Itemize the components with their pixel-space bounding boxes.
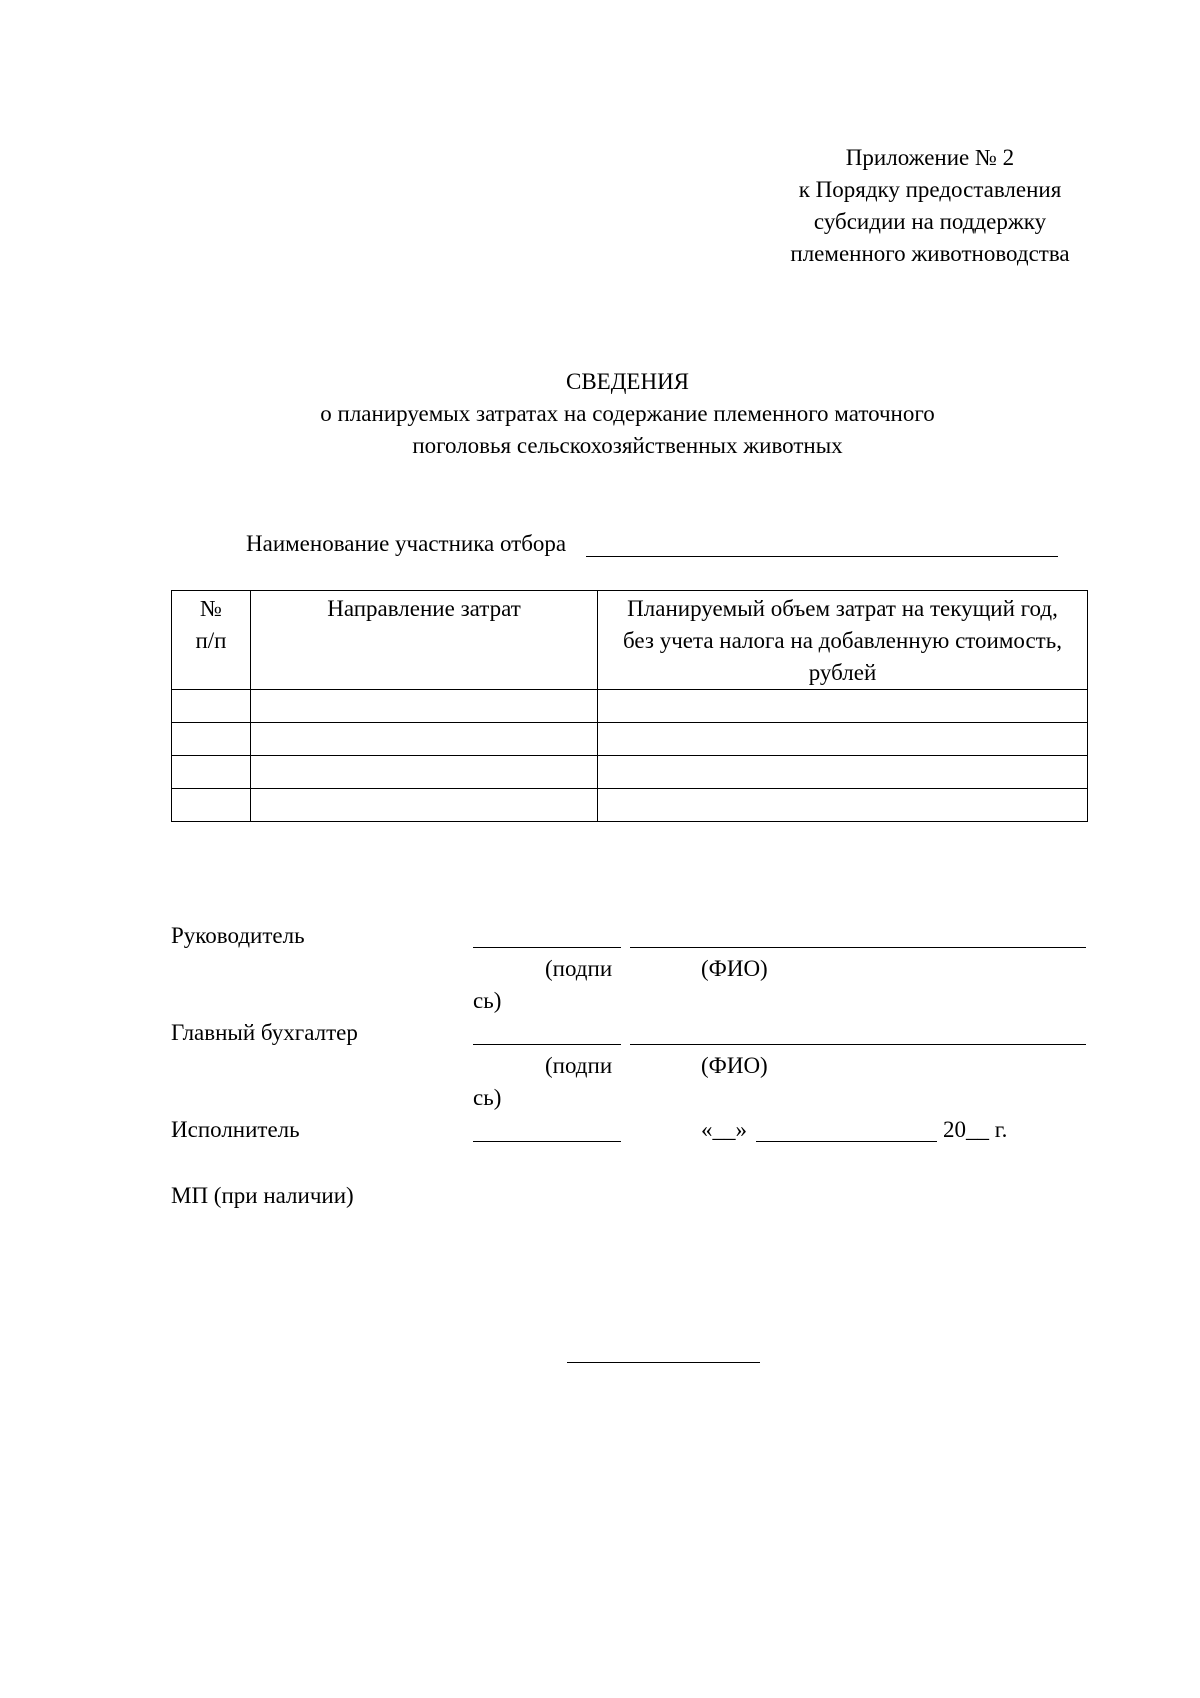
cell-amount[interactable]: [598, 756, 1088, 789]
table-row: [172, 789, 1088, 822]
head-signature-caption-cont: сь): [473, 988, 502, 1013]
cell-number[interactable]: [172, 723, 251, 756]
cell-direction[interactable]: [251, 756, 598, 789]
head-role-label: Руководитель: [171, 923, 305, 948]
header-number: [172, 591, 251, 690]
head-signature-caption: (подпи: [545, 956, 613, 981]
accountant-name-field[interactable]: [630, 1012, 1086, 1045]
costs-table: [171, 590, 1088, 822]
header-planned-amount: [598, 591, 1088, 690]
participant-label: Наименование участника отбора: [246, 531, 567, 556]
header-direction-text: Направление затрат: [327, 596, 521, 621]
head-name-caption: (ФИО): [701, 956, 768, 981]
document-subtitle-line1: о планируемых затратах на содержание племенного маточного: [320, 401, 935, 426]
participant-name-field[interactable]: [586, 556, 1058, 557]
date-year-field[interactable]: 20__ г.: [943, 1117, 1008, 1142]
table-row: [172, 723, 1088, 756]
header-direction: [251, 591, 598, 690]
cell-number[interactable]: [172, 756, 251, 789]
appendix-header: [760, 142, 1100, 270]
accountant-role-label: Главный бухгалтер: [171, 1020, 358, 1045]
cell-amount[interactable]: [598, 789, 1088, 822]
header-amount-line3: рублей: [808, 660, 877, 685]
header-number-line2: п/п: [195, 628, 227, 653]
cell-amount[interactable]: [598, 690, 1088, 723]
head-name-field[interactable]: [630, 915, 1086, 948]
document-title: СВЕДЕНИЯ: [565, 369, 690, 394]
accountant-signature-caption-cont: сь): [473, 1085, 502, 1110]
cell-direction[interactable]: [251, 723, 598, 756]
table-row: [172, 690, 1088, 723]
appendix-line: субсидии на поддержку: [813, 209, 1047, 234]
date-month-field[interactable]: [756, 1109, 937, 1142]
cell-number[interactable]: [172, 789, 251, 822]
table-header-row: [172, 591, 1088, 690]
header-number-line1: №: [200, 596, 222, 621]
appendix-line: к Порядку предоставления: [798, 177, 1062, 202]
accountant-name-caption: (ФИО): [701, 1053, 768, 1078]
executor-signature-field[interactable]: [473, 1109, 621, 1142]
document-subtitle-line2: поголовья сельскохозяйственных животных: [412, 433, 843, 458]
bottom-separator-line: [567, 1330, 760, 1363]
header-amount-line1: Планируемый объем затрат на текущий год,: [627, 596, 1058, 621]
executor-role-label: Исполнитель: [171, 1117, 300, 1142]
cell-direction[interactable]: [251, 690, 598, 723]
head-signature-field[interactable]: [473, 915, 621, 948]
accountant-signature-field[interactable]: [473, 1012, 621, 1045]
cell-number[interactable]: [172, 690, 251, 723]
appendix-line: Приложение № 2: [845, 145, 1015, 170]
appendix-line: племенного животноводства: [790, 241, 1070, 266]
accountant-signature-caption: (подпи: [545, 1053, 613, 1078]
cell-direction[interactable]: [251, 789, 598, 822]
stamp-label: МП (при наличии): [171, 1183, 354, 1208]
table-row: [172, 756, 1088, 789]
header-amount-line2: без учета налога на добавленную стоимость,: [623, 628, 1062, 653]
cell-amount[interactable]: [598, 723, 1088, 756]
date-day-field[interactable]: «__»: [701, 1117, 747, 1142]
